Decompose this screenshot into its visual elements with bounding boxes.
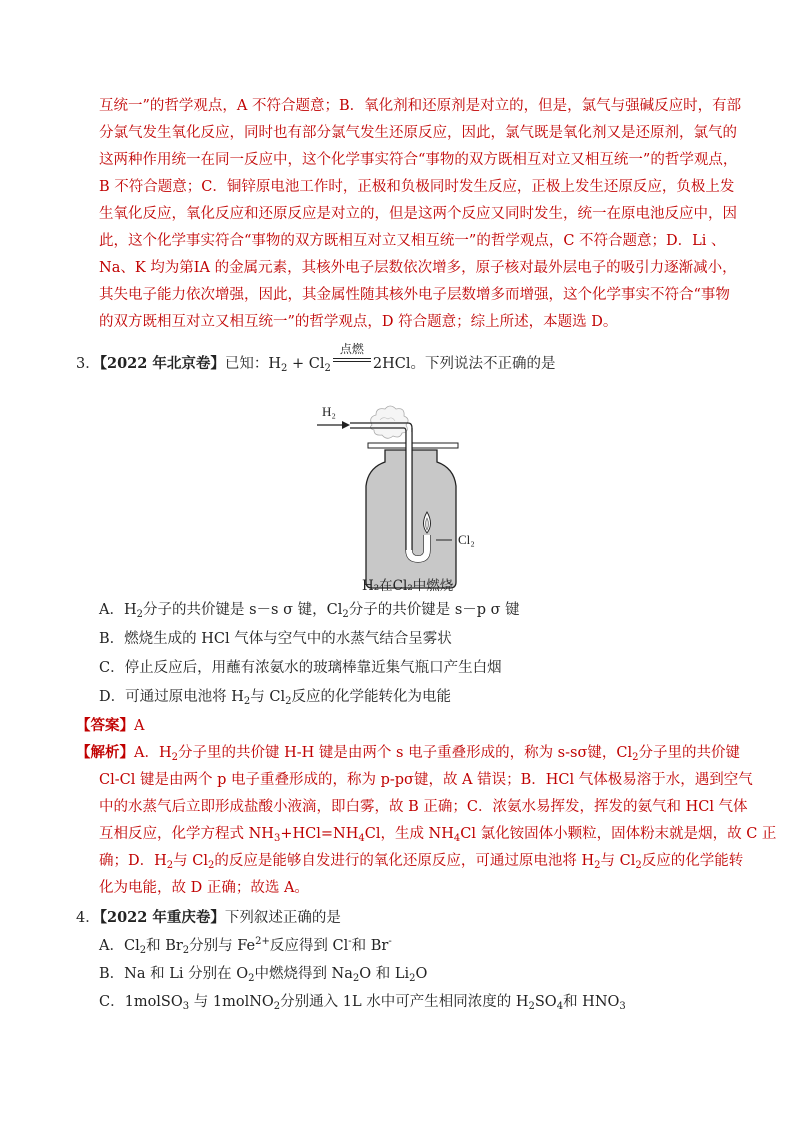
question-text: 下列叙述正确的是: [224, 910, 341, 926]
question-3-stem: [76, 342, 556, 374]
option-text: 和 Br: [146, 938, 183, 954]
q4-option-b: B．Na 和 Li 分别在 $O_2$中燃烧得到 $Na_2O$ 和 $Li_2O$: [99, 966, 428, 984]
option-a: A．$H_2$分子的共价键是 s－s σ 键，$Cl_2$分子的共价键是 s－p σ 键: [99, 602, 520, 620]
analysis-line: 确；D．$H_2$与 $Cl_2$的反应是能够自发进行的氧化还原反应，可通过原电池将 $H_2$与 $Cl_2$反应的化学能转: [99, 853, 744, 871]
analysis-text: +HCl=NH: [280, 826, 359, 842]
analysis-text: Cl，生成 NH: [364, 826, 454, 842]
option-text: 分别通入 1L 水中可产生相同浓度的 H: [280, 994, 529, 1010]
superscript: 2+: [255, 936, 270, 947]
equation-plus: +: [287, 356, 309, 372]
analysis-line: 化为电能，故 D 正确；故选 A。: [99, 880, 309, 896]
option-text: SO: [534, 994, 557, 1010]
option-text: 反应得到 Cl: [269, 938, 349, 954]
figure-caption-text: H₂在Cl₂中燃烧: [362, 578, 454, 594]
text-line: 分氯气发生氧化反应，同时也有部分氯气发生还原反应，因此，氯气既是氧化剂又是还原剂，氯气的: [99, 125, 737, 141]
analysis-line: 中的水蒸气后立即形成盐酸小液滴，即白雾，故 B 正确；C．浓氨水易挥发，挥发的氨气和 HCl 气体: [99, 799, 748, 815]
option-text: O: [415, 966, 428, 982]
option-text: 反应的化学能转化为电能: [291, 689, 451, 705]
analysis-text: 反应的化学能转: [641, 853, 744, 869]
option-text: B．Na 和 Li 分别在 O: [99, 966, 249, 982]
equation-condition: [331, 342, 373, 374]
cl2-label: Cl₂: [458, 532, 475, 547]
text-line: 此，这个化学事实符合“事物的双方既相互对立又相互统一”的哲学观点，C 不符合题意；D．Li 、: [99, 233, 726, 249]
answer-line: [76, 716, 144, 736]
analysis-label: 【解析】: [76, 744, 134, 761]
option-text: A．H: [99, 602, 137, 618]
analysis-line: 互相反应，化学方程式 $NH_3+HCl=NH_4Cl$，生成 $NH_4Cl$ 氯化铵固体小颗粒，固体粉末就是烟，故 C 正: [99, 826, 777, 844]
text-line: 生氧化反应，氧化反应和还原反应是对立的，但是这两个反应又同时发生，统一在原电池反应中，因: [99, 206, 737, 222]
question-text: 。下列说法不正确的是: [410, 356, 556, 372]
analysis-text: 与 Cl: [173, 853, 208, 869]
option-text: 分别与 Fe: [189, 938, 256, 954]
option-d: D．可通过原电池将 $H_2$与 $Cl_2$反应的化学能转化为电能: [99, 689, 451, 707]
question-number: 4．: [76, 910, 100, 926]
equation: $H_2 + Cl_2$ 点燃 2HCl: [268, 356, 410, 372]
q4-option-c: C．1molSO$_3$ 与 1molNO$_2$分别通入 1L 水中可产生相同浓度的 $H_2SO_4$和 $HNO_3$: [99, 994, 626, 1012]
option-text: 中燃烧得到 Na: [254, 966, 353, 982]
option-text: A．Cl: [99, 938, 140, 954]
option-text: 分子的共价键是 s－s σ 键，Cl: [143, 602, 343, 618]
q4-option-a: A．$Cl_2$和 $Br_2$分别与 $Fe^{2+}$反应得到 Cl-和 Br-: [99, 936, 392, 956]
formula-h: H: [268, 356, 282, 372]
option-text: D．可通过原电池将 H: [99, 689, 244, 705]
option-b: B．燃烧生成的 HCl 气体与空气中的水蒸气结合呈雾状: [99, 631, 452, 647]
option-text: 和 HNO: [563, 994, 620, 1010]
option-text: 和 Br: [351, 938, 389, 954]
h2-label: H₂: [322, 404, 336, 419]
question-number: 3．: [76, 356, 100, 372]
question-text: 已知：: [224, 356, 269, 372]
question-source: 【2022 年重庆卷】: [99, 909, 225, 926]
option-text: 与 1molNO: [189, 994, 274, 1010]
glass-plate: [368, 443, 458, 448]
text-line: Na、K 均为第ⅠA 的金属元素，其核外电子层数依次增多，原子核对最外层电子的吸引力逐渐减小，: [99, 260, 737, 276]
analysis-text: 的反应是能够自发进行的氧化还原反应，可通过原电池将 H: [214, 853, 595, 869]
analysis-text: Cl 氯化铵固体小颗粒，固体粉末就是烟，故 C 正: [460, 826, 777, 842]
equation-product: 2HCl: [372, 356, 411, 372]
analysis-text: 分子里的共价键: [638, 745, 740, 761]
text-line: B 不符合题意；C．铜锌原电池工作时，正极和负极同时发生反应，正极上发生还原反应，负极上发: [99, 179, 735, 195]
option-c: C．停止反应后，用蘸有浓氨水的玻璃棒靠近集气瓶口产生白烟: [99, 660, 502, 676]
condition-label: 点燃: [339, 342, 364, 356]
text-line: 的双方既相互对立又相互统一”的哲学观点，D 符合题意；综上所述，本题选 D。: [99, 314, 618, 330]
option-text: O 和 Li: [359, 966, 410, 982]
analysis-text: 分子里的共价键 H-H 键是由两个 s 电子重叠形成的，称为 s-sσ键，Cl: [178, 745, 633, 761]
answer-value: A: [134, 718, 145, 734]
h2-cl2-combustion-figure: [300, 390, 490, 595]
question-source: 【2022 年北京卷】: [99, 355, 225, 372]
answer-label: 【答案】: [76, 717, 134, 734]
option-text: 与 Cl: [250, 689, 286, 705]
analysis-line: Cl-Cl 键是由两个 p 电子重叠形成的，称为 p-pσ键，故 A 错误；B．HCl 气体极易溶于水，遇到空气: [99, 772, 753, 788]
text-line: 互统一”的哲学观点，A 不符合题意；B．氧化剂和还原剂是对立的，但是，氯气与强碱反应时，有部: [99, 98, 742, 114]
analysis-text: 与 Cl: [600, 853, 636, 869]
arrow-head-icon: [342, 421, 350, 429]
analysis-text: 互相反应，化学方程式 NH: [99, 826, 274, 842]
text-line: 这两种作用统一在同一反应中，这个化学事实符合“事物的双方既相互对立又相互统一”的哲学观点，: [99, 152, 738, 168]
smoke-icon: [370, 406, 408, 438]
option-text: C．1molSO: [99, 994, 183, 1010]
analysis-line: 【解析】A．$H_2$分子里的共价键 H-H 键是由两个 s 电子重叠形成的，称为 s-sσ键，$Cl_2$分子里的共价键: [76, 744, 740, 763]
question-4-stem: [76, 908, 341, 928]
analysis-text: A．H: [134, 745, 172, 761]
analysis-text: 确；D．H: [99, 853, 167, 869]
text-line: 其失电子能力依次增强，因此，其金属性随其核外电子层数增多而增强，这个化学事实不符合“事物: [99, 287, 730, 303]
formula-cl: Cl: [308, 356, 325, 372]
option-text: 分子的共价键是 s－p σ 键: [348, 602, 520, 618]
